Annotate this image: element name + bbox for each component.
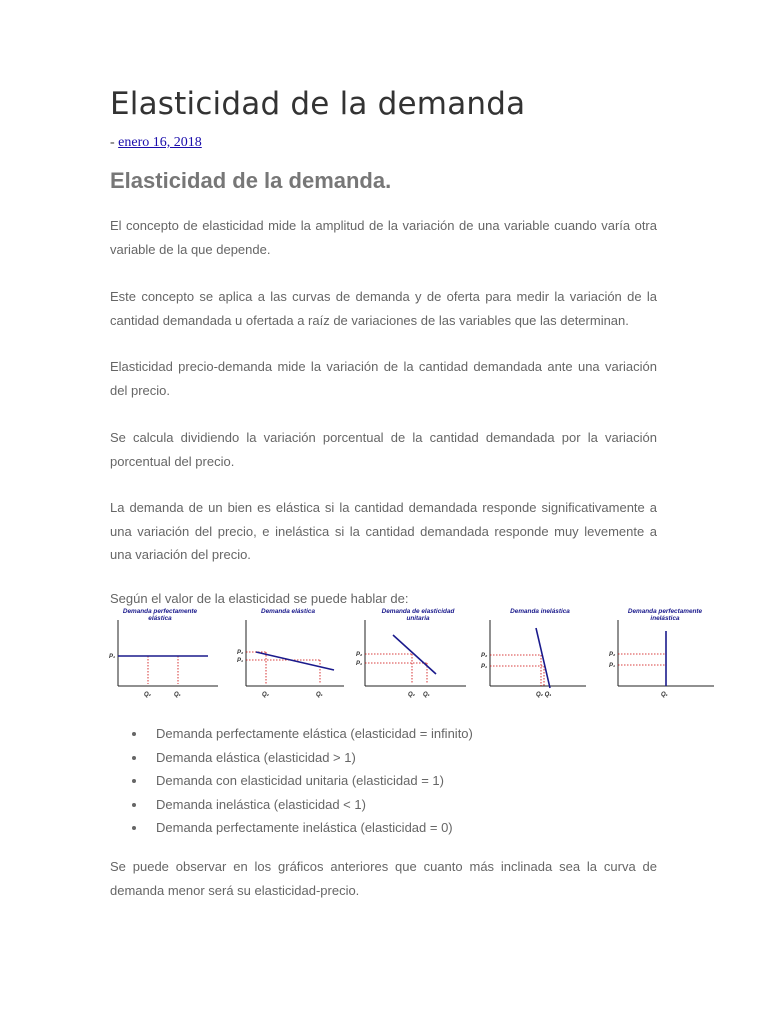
paragraph-conclusion: Se puede observar en los gráficos anteriores que cuanto más inclinada sea la curva de demanda menor será su elasticidad-precio. — [110, 859, 657, 898]
price-tick-label: P₂ — [481, 653, 488, 659]
quantity-tick-label: Q₂ — [262, 692, 269, 698]
paragraph-calculation: Se calcula dividiendo la variación porcentual de la cantidad demandada por la variación porcentual del precio. — [110, 430, 657, 469]
price-tick-label: P₂ — [237, 650, 244, 656]
quantity-tick-label: Q₂ — [144, 692, 151, 698]
quantity-tick-label: Q₂ Q₁ — [536, 692, 552, 698]
bullet-icon — [132, 756, 136, 760]
graph-title: Demanda inelástica — [510, 608, 570, 615]
list-item-text: Demanda perfectamente inelástica (elasticidad = 0) — [156, 820, 453, 836]
paragraph-application: Este concepto se aplica a las curvas de demanda y de oferta para medir la variación de la cantidad demandada u ofertada a raíz de variaciones de las variables que las determinan. — [110, 289, 657, 328]
quantity-tick-label: Q₂ — [408, 692, 415, 698]
price-tick-label: P₂ — [356, 652, 363, 658]
elasticity-types-list — [110, 722, 473, 840]
date-prefix: - — [110, 135, 119, 150]
quantity-tick-label: Q₁ — [423, 692, 430, 698]
graph-title: elástica — [148, 615, 172, 622]
list-item-text: Demanda inelástica (elasticidad < 1) — [156, 796, 366, 812]
price-tick-label: P₁ — [609, 663, 616, 669]
graph-title: Demanda perfectamente — [122, 608, 198, 615]
post-title: Elasticidad de la demanda — [110, 86, 526, 122]
quantity-tick-label: Q₁ — [661, 692, 668, 698]
graph-title: inelástica — [650, 615, 680, 622]
price-tick-label: P₂ — [609, 652, 616, 658]
elasticity-graphs-figure — [108, 606, 730, 706]
quantity-tick-label: Q₁ — [174, 692, 181, 698]
quantity-tick-label: Q₁ — [316, 692, 323, 698]
list-item — [110, 769, 473, 793]
demand-curve — [256, 652, 334, 670]
list-item-text: Demanda elástica (elasticidad > 1) — [156, 749, 356, 765]
graph-title: Demanda elástica — [261, 608, 315, 615]
demand-curve — [536, 628, 550, 688]
bullet-icon — [132, 826, 136, 830]
paragraph-definition: El concepto de elasticidad mide la amplitud de la variación de una variable cuando varía otra variable de la que depende. — [110, 218, 657, 257]
bullet-icon — [132, 732, 136, 736]
post-dateline — [110, 135, 202, 151]
list-item — [110, 793, 473, 817]
elasticity-graphs-image — [108, 606, 730, 706]
list-item — [110, 722, 473, 746]
graph-title: unitaria — [406, 615, 430, 622]
demand-curve — [393, 635, 436, 674]
price-tick-label: P₁ — [481, 664, 488, 670]
price-tick-label: P₁ — [237, 658, 244, 664]
list-item — [110, 746, 473, 770]
list-item-text: Demanda con elasticidad unitaria (elasticidad = 1) — [156, 773, 444, 789]
price-tick-label: P₁ — [356, 661, 363, 667]
price-tick-label: P₁ — [109, 654, 116, 660]
graph-title: Demanda de elasticidad — [381, 608, 455, 615]
bullet-icon — [132, 779, 136, 783]
paragraph-elastic-inelastic: La demanda de un bien es elástica si la cantidad demandada responde significativamente a una variación del precio, e inelástica si la cantidad demandada responde muy levemente a una variación del precio. — [110, 500, 657, 562]
graph-title: Demanda perfectamente — [627, 608, 703, 615]
post-date-link[interactable]: enero 16, 2018 — [118, 135, 202, 150]
list-item-text: Demanda perfectamente elástica (elasticidad = infinito) — [156, 726, 473, 741]
paragraph-price-elasticity: Elasticidad precio-demanda mide la variación de la cantidad demandada ante una variación del precio. — [110, 359, 657, 398]
list-item — [110, 816, 473, 840]
bullet-icon — [132, 803, 136, 807]
post-subtitle: Elasticidad de la demanda. — [110, 168, 392, 193]
graphs-intro: Según el valor de la elasticidad se puede hablar de: — [110, 591, 409, 606]
